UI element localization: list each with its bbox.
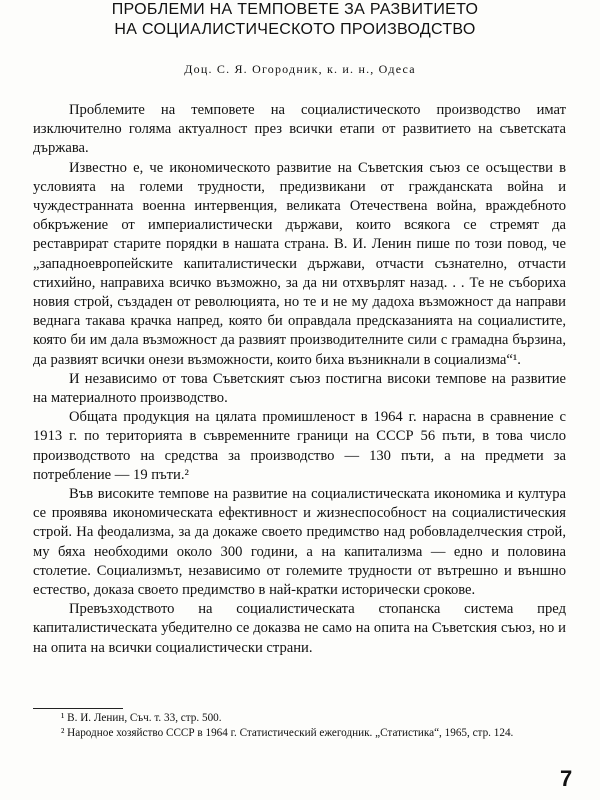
paragraph: Проблемите на темповете на социалистическото производство имат изключително голяма актуалност през всички етапи от развитието на съветската държава.	[33, 102, 566, 157]
paragraph: Превъзходството на социалистическата стопанска система пред капиталистическата убедително се доказва не само на опита на Съветския съюз, но и на опита на всички социалистически страни.	[33, 601, 566, 656]
article-title	[40, 0, 550, 40]
title-line-2: НА СОЦИАЛИСТИЧЕСКОТО ПРОИЗВОДСТВО	[114, 21, 476, 38]
paragraph: Във високите темпове на развитие на социалистическата икономика и култура се проявява икономическата ефективност и жизнеспособност на социалистическия строй. На феодализма, за да докаже своето предимство над робовладелческия строй, му бяха необходими около 300 години, а на капитализма — едно и половина столетие. Социализмът, независимо от големите трудности от вътрешно и външно естество, доказа своето предимство в най-кратки исторически срокове.	[33, 486, 566, 599]
paragraph: Известно е, че икономическото развитие на Съветския съюз се осъществи в условията на големи трудности, предизвикани от гражданската война и чуждестранната военна интервенция, великата Отечествена война, враждебното обкръжение от империалистически държави, които всякога се стремят да реставрират старите порядки в нашата страна. В. И. Ленин пише по този повод, че „западноевропейските капиталистически държави, отчасти съзнателно, отчасти стихийно, направиха всичко възможно, за да ни отхвърлят назад. . . Те не събориха новия строй, създаден от революцията, но те и не му дадоха възможност да направи веднага такава крачка напред, която би оправдала предсказанията на социалистите, която би им дала възможност да развият производителните сили с грамадна бързина, да развият всички онези възможности, които биха възникнали в социализма“¹.	[33, 159, 566, 368]
paragraph: Общата продукция на цялата промишленост в 1964 г. нарасна в сравнение с 1913 г. по територията в съвременните граници на СССР 56 пъти, в това число производството на средства за производство — 130 пъти, а на предмети за потребление — 19 пъти.²	[33, 409, 566, 483]
footnote: ² Народное хозяйство СССР в 1964 г. Статистический ежегодник. „Статистика“, 1965, стр. 124.	[61, 726, 514, 739]
footnote-divider	[33, 708, 123, 709]
page-number: 7	[560, 766, 573, 791]
footnote: ¹ В. И. Ленин, Съч. т. 33, стр. 500.	[61, 712, 222, 724]
paragraph: И независимо от това Съветският съюз постигна високи темпове на развитие на материалното производство.	[33, 370, 566, 407]
title-line-1: ПРОБЛЕМИ НА ТЕМПОВЕТЕ ЗА РАЗВИТИЕТО	[111, 1, 479, 18]
author-line: Доц. С. Я. Огородник, к. и. н., Одеса	[184, 62, 416, 76]
footnotes	[33, 711, 566, 740]
article-body	[33, 101, 566, 658]
